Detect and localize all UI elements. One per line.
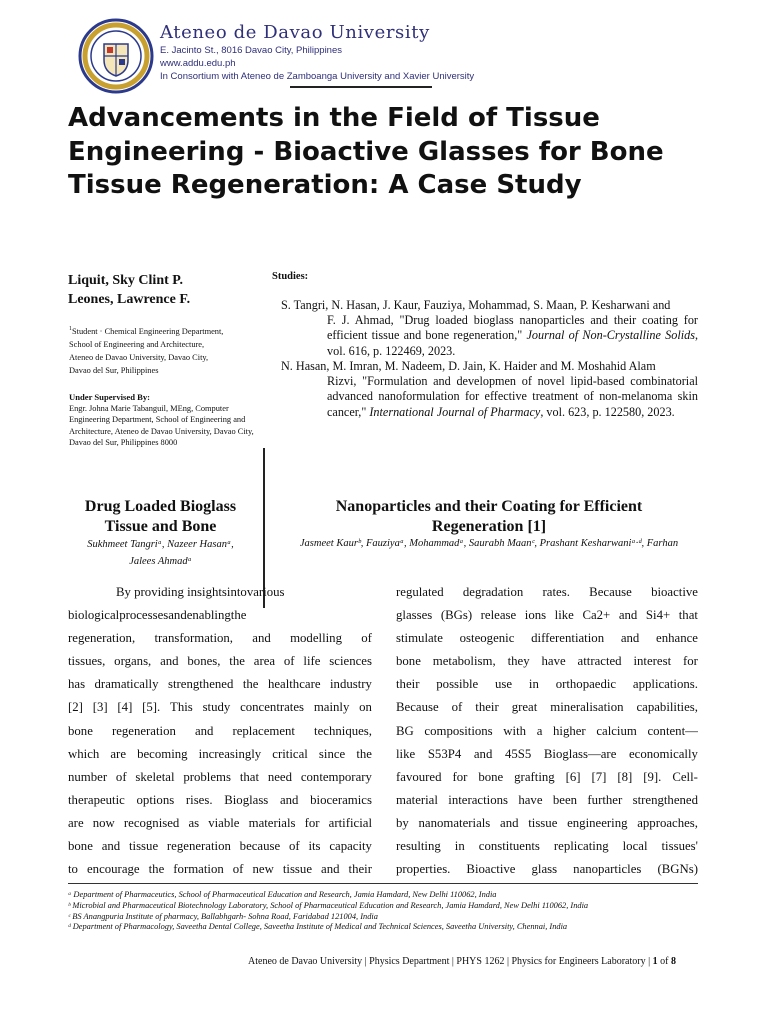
body-word: of	[288, 839, 300, 854]
body-word: need	[267, 769, 293, 784]
body-word: (BGNs)	[657, 862, 698, 877]
body-word: tissue	[282, 862, 312, 877]
body-word: tissue	[128, 839, 159, 854]
footer-text: Ateneo de Davao University | Physics Department | PHYS 1262 | Physics for Engineers Laboratory |	[248, 956, 653, 967]
body-word: Bioglass	[224, 792, 269, 807]
page-footer	[248, 956, 676, 967]
body-word: like	[396, 746, 416, 761]
body-word: regeneration,	[68, 631, 136, 646]
body-word: interactions	[448, 792, 508, 807]
studies-label: Studies:	[272, 271, 309, 282]
body-line	[68, 696, 372, 719]
body-word: the	[148, 862, 165, 877]
body-word: of	[232, 862, 244, 877]
body-word: use	[495, 677, 513, 692]
body-word: constituents	[478, 839, 540, 854]
body-word: now	[92, 815, 115, 830]
body-word: critical	[272, 746, 308, 761]
body-word: of	[361, 631, 372, 646]
body-word: [8]	[617, 769, 633, 784]
body-word: by	[396, 815, 409, 830]
body-word: the	[356, 746, 372, 761]
body-line	[396, 858, 698, 881]
body-word: since	[318, 746, 346, 761]
body-word: Because	[589, 585, 632, 599]
body-word: regeneration	[166, 839, 231, 854]
body-word: artificial	[328, 815, 372, 830]
body-word: bones,	[187, 654, 221, 669]
footnote-rule	[68, 883, 698, 884]
body-word: release	[480, 608, 517, 623]
body-word: contemporary	[300, 769, 372, 784]
body-word: like	[554, 608, 574, 623]
body-word: are	[68, 815, 84, 830]
affiliation-line: Ateneo de Davao University, Davao City,	[69, 353, 209, 363]
body-word: and	[160, 654, 179, 669]
section-authors-right: Jasmeet Kaurᵇ, Fauziyaᵃ, Mohammadᵃ, Saurabh Maanᶜ, Prashant Kesharwaniᵃ·ᵈ, Farhan	[299, 538, 679, 549]
body-word: as	[188, 815, 200, 830]
body-word: Cell-	[672, 769, 698, 784]
section-heading-left	[68, 497, 253, 537]
body-word: study	[202, 700, 231, 715]
body-word: tissues,	[68, 654, 106, 669]
body-line	[68, 627, 372, 650]
body-line	[68, 720, 372, 743]
body-line	[396, 604, 698, 627]
body-word: that	[239, 769, 260, 784]
author-1: Liquit, Sky Clint P.	[68, 273, 184, 288]
body-word: bone	[396, 654, 421, 669]
body-word: the	[229, 654, 245, 669]
section-authors-left	[68, 536, 253, 570]
footnote: ᵃ Department of Pharmaceutics, School of Pharmaceutical Education and Research, Jamia Hamdard, New Delhi 110062, India	[68, 890, 497, 899]
reference-text: Rizvi, "Formulation and developmen of novel lipid-based combinatorial advanced nanoformulation for effective treatment of non-melanoma skin cancer,"	[327, 374, 698, 419]
body-column-right	[396, 581, 698, 881]
body-word: materials	[248, 815, 296, 830]
body-word: bioactive	[651, 585, 698, 599]
footnote: ᵇ Microbial and Pharmaceutical Biotechnology Laboratory, School of Pharmaceutical Education and Research, Jamia Hamdard, New Delhi 110062, India	[68, 900, 589, 910]
affiliation-line: Davao del Sur, Philippines	[69, 366, 159, 376]
body-word: further	[587, 792, 623, 807]
authors-line: Jalees Ahmadᵃ	[129, 556, 192, 567]
body-word: on	[359, 700, 372, 715]
body-word: osteogenic	[459, 631, 515, 646]
reference-2	[281, 359, 698, 420]
body-word: the	[230, 608, 247, 623]
body-word: modelling	[290, 631, 342, 646]
body-word: [5].	[142, 700, 161, 715]
body-word: and	[620, 631, 640, 646]
footnote: ᶜ BS Anangpuria Institute of pharmacy, Ballabhgarh- Sohna Road, Faridabad 121004, India	[68, 911, 378, 921]
consortium-line: In Consortium with Ateneo de Zamboanga University and Xavier University	[160, 71, 475, 82]
body-word: metabolism,	[432, 654, 496, 669]
body-word: regeneration	[111, 723, 176, 738]
page-total: 8	[670, 956, 676, 967]
reference-text: , vol. 623, p. 122580, 2023.	[540, 404, 675, 419]
body-word: of	[283, 654, 295, 669]
body-word: encourage	[87, 862, 140, 877]
footnotes	[68, 890, 708, 933]
body-word: rises.	[185, 792, 213, 807]
body-word: and	[252, 631, 271, 646]
body-word: This	[170, 700, 193, 715]
body-word: capabilities,	[636, 700, 698, 715]
body-word: problems	[183, 769, 231, 784]
body-word: rates.	[542, 585, 570, 599]
body-word: mainly	[313, 700, 350, 715]
body-word: stimulate	[396, 631, 443, 646]
body-word: life	[303, 654, 321, 669]
body-word: approaches,	[637, 815, 698, 830]
footnote: ᵈ Department of Pharmacology, Saveetha Dental College, Saveetha Institute of Medical and Technical Sciences, Saveetha University, Chennai, India	[68, 922, 568, 932]
page-number: 1	[652, 956, 658, 967]
body-word: material	[396, 792, 438, 807]
body-word: capacity	[329, 839, 372, 854]
body-line	[396, 627, 698, 650]
supervisor-text: Engr. Johna Marie Tabanguil, MEng, Computer Engineering Department, School of Engineering and Architecture, Ateneo de Davao University, Davao City, Davao del Sur, Philippines 8000	[69, 404, 254, 448]
body-line	[68, 604, 372, 627]
affiliation-marker: 1	[69, 326, 72, 332]
body-word: higher	[553, 723, 586, 738]
body-word: techniques,	[314, 723, 372, 738]
body-word: for	[304, 815, 320, 830]
header-rule	[290, 86, 432, 88]
body-word: have	[518, 792, 543, 807]
body-word: regulated	[396, 585, 444, 599]
body-word: great	[511, 700, 538, 715]
body-word: viable	[208, 815, 240, 830]
heading-line: Nanoparticles and their Coating for Efficient	[335, 498, 643, 515]
heading-line: Regeneration [1]	[431, 518, 547, 535]
body-word: which	[68, 746, 100, 761]
body-word: BG	[396, 723, 414, 738]
body-word: and	[500, 815, 519, 830]
body-word: concentrates	[240, 700, 305, 715]
body-word: of	[115, 769, 127, 784]
body-word: replacement	[232, 723, 295, 738]
body-word: are	[110, 746, 126, 761]
body-word: resulting	[396, 839, 441, 854]
body-word: orthopaedic	[555, 677, 617, 692]
authors-line: Sukhmeet Tangriᵃ, Nazeer Hasanᵃ,	[87, 539, 234, 550]
body-word: nanomaterials	[418, 815, 491, 830]
body-word: and	[168, 608, 187, 623]
university-seal-logo	[78, 18, 154, 94]
body-word: differentiation	[531, 631, 605, 646]
body-word: they	[507, 654, 530, 669]
body-word: calcium	[596, 723, 637, 738]
university-address: E. Jacinto St., 8016 Davao City, Philippines	[160, 45, 343, 56]
body-word: favoured	[396, 769, 442, 784]
body-word: degradation	[462, 585, 524, 599]
body-line	[68, 581, 372, 604]
body-line	[68, 743, 372, 766]
affiliation-line: School of Engineering and Architecture,	[69, 340, 205, 349]
body-word: to	[68, 862, 78, 877]
body-word: options	[136, 792, 175, 807]
body-word: 45S5	[504, 746, 532, 761]
body-line	[68, 858, 372, 881]
reference-journal: Journal of Non-Crystalline Solids	[526, 328, 695, 343]
body-word: recognised	[123, 815, 180, 830]
body-word: for	[452, 769, 468, 784]
body-column-left	[68, 581, 372, 881]
body-word: nanoparticles	[573, 862, 642, 877]
body-word: of	[451, 700, 463, 715]
body-word: (BGs)	[440, 608, 473, 623]
body-word: because	[239, 839, 281, 854]
reference-text: , vol. 616, p. 122469, 2023.	[327, 328, 698, 358]
body-word: tissues'	[661, 839, 698, 854]
body-word: enabling	[186, 608, 231, 623]
body-line	[396, 673, 698, 696]
body-word: formation	[173, 862, 224, 877]
body-line	[68, 766, 372, 789]
body-word: becoming	[137, 746, 188, 761]
body-word: Because	[396, 700, 439, 715]
body-word: sciences	[329, 654, 372, 669]
body-word: and	[618, 608, 638, 623]
body-word: [3]	[92, 700, 108, 715]
body-word: various	[246, 585, 285, 599]
body-word: mineralisation	[550, 700, 624, 715]
reference-text: N. Hasan, M. Imran, M. Nadeem, D. Jain, K. Haider and M. Moshahid Alam	[281, 359, 656, 373]
author-affiliation	[69, 323, 269, 378]
body-word: in	[528, 677, 539, 692]
paper-title: Advancements in the Field of Tissue Engineering - Bioactive Glasses for Bone Tissue Regeneration: A Case Study	[68, 103, 664, 200]
body-word: organs,	[114, 654, 152, 669]
body-word: ions	[524, 608, 547, 623]
body-word: [2]	[68, 700, 83, 715]
reference-journal: International Journal of Pharmacy	[369, 404, 541, 419]
body-line	[396, 650, 698, 673]
body-word: By providing insights	[116, 585, 227, 599]
body-word: and	[101, 839, 121, 854]
body-word: local	[622, 839, 648, 854]
body-line	[396, 696, 698, 719]
body-word: economically	[629, 746, 698, 761]
body-word: their	[396, 677, 420, 692]
body-word: glasses	[396, 608, 433, 623]
body-word: attracted	[577, 654, 622, 669]
body-word: [9].	[643, 769, 662, 784]
body-word: strengthened	[167, 677, 234, 692]
body-word: properties.	[396, 862, 451, 877]
body-word: enhance	[656, 631, 698, 646]
author-list	[68, 272, 190, 309]
body-word: interest	[633, 654, 672, 669]
body-word: the	[242, 677, 259, 692]
body-word: glass	[531, 862, 558, 877]
body-word: replicating	[553, 839, 609, 854]
body-word: [6]	[565, 769, 581, 784]
body-word: content—	[647, 723, 698, 738]
body-line	[396, 743, 698, 766]
body-word: applications.	[632, 677, 698, 692]
body-word: skeletal	[135, 769, 175, 784]
body-word: Bioglass—are	[543, 746, 617, 761]
body-line	[396, 766, 698, 789]
body-word: in	[454, 839, 465, 854]
supervisor-label: Under Supervised By:	[69, 392, 151, 402]
body-word: for	[683, 654, 698, 669]
body-word: new	[252, 862, 274, 877]
body-line	[396, 812, 698, 835]
body-word: bone	[68, 839, 93, 854]
body-word: area	[253, 654, 276, 669]
body-line	[68, 789, 372, 812]
body-line	[396, 581, 698, 604]
body-word: into	[226, 585, 247, 599]
body-word: [7]	[591, 769, 607, 784]
body-word: has	[68, 677, 86, 692]
footer-of: of	[657, 956, 671, 967]
body-word: and	[321, 862, 340, 877]
body-word: a	[536, 723, 543, 738]
body-word: number	[68, 769, 108, 784]
body-word: transformation,	[154, 631, 233, 646]
affiliation-line: Student · Chemical Engineering Department,	[72, 326, 224, 336]
body-word: therapeutic	[68, 792, 125, 807]
reference-text: S. Tangri, N. Hasan, J. Kaur, Fauziya, Mohammad, S. Maan, P. Kesharwani and	[281, 298, 671, 312]
body-word: with	[503, 723, 527, 738]
body-word: engineering	[567, 815, 628, 830]
body-word: bone	[68, 723, 93, 738]
body-word: their	[475, 700, 499, 715]
body-word: [4]	[117, 700, 133, 715]
body-word: and	[194, 723, 214, 738]
body-line	[68, 812, 372, 835]
body-line	[396, 835, 698, 858]
body-word: Ca2+	[582, 608, 611, 623]
body-word: been	[552, 792, 578, 807]
body-word: its	[308, 839, 321, 854]
body-line	[68, 835, 372, 858]
author-2: Leones, Lawrence F.	[68, 291, 191, 307]
reference-text: F. J. Ahmad, "Drug loaded bioglass nanoparticles and their coating for efficient tissue and bone regeneration,"	[327, 313, 698, 343]
body-word: bone	[478, 769, 504, 784]
university-name: Ateneo de Davao University	[160, 22, 430, 43]
heading-line: Tissue and Bone	[104, 518, 217, 535]
body-word: bioceramics	[310, 792, 372, 807]
body-word: S53P4	[427, 746, 462, 761]
body-word: biological	[68, 608, 120, 623]
section-heading-right	[280, 497, 698, 537]
body-word: their	[348, 862, 372, 877]
body-word: and	[279, 792, 299, 807]
body-word: compositions	[424, 723, 493, 738]
body-word: possible	[436, 677, 479, 692]
body-word: have	[541, 654, 566, 669]
heading-line: Drug Loaded Bioglass	[84, 498, 237, 515]
body-line	[396, 789, 698, 812]
body-line	[396, 720, 698, 743]
body-word: processes	[119, 608, 169, 623]
body-word: that	[678, 608, 698, 623]
university-website[interactable]: www.addu.edu.ph	[160, 58, 236, 69]
body-word: industry	[329, 677, 372, 692]
body-word: tissue	[528, 815, 558, 830]
body-word: and	[473, 746, 493, 761]
body-word: dramatically	[94, 677, 159, 692]
reference-1	[281, 298, 698, 359]
body-word: Bioactive	[466, 862, 516, 877]
body-word: healthcare	[267, 677, 321, 692]
body-word: strengthened	[632, 792, 698, 807]
body-word: increasingly	[198, 746, 262, 761]
body-line	[68, 650, 372, 673]
body-word: Si4+	[645, 608, 671, 623]
body-word: grafting	[514, 769, 555, 784]
body-line	[68, 673, 372, 696]
